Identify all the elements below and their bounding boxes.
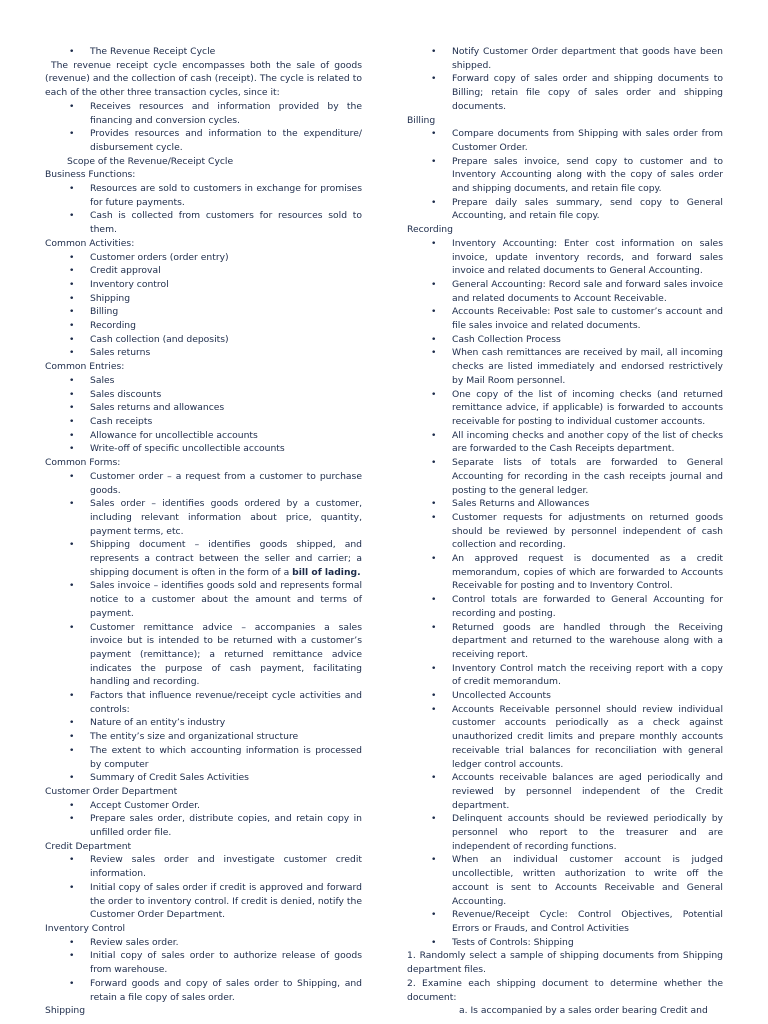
business-function-item: • Resources are sold to customers in exchange for promises for future payments. <box>45 182 362 209</box>
billing-heading: Billing <box>407 114 436 126</box>
activity-item: • Credit approval <box>45 264 362 278</box>
entry-item: • Cash receipts <box>45 415 362 429</box>
bullet-text: The Revenue Receipt Cycle <box>90 46 216 57</box>
inventory-control-item: • Initial copy of sales order to authorize release of goods from warehouse. <box>45 949 362 976</box>
shipping-doc-text: Shipping document – identifies goods shipped, and represents a contract between the seller and carrier; a shipping document is often in the form of a <box>90 539 362 578</box>
recording-item: • Accounts Receivable: Post sale to customer’s account and file sales invoice and related documents. <box>407 305 723 332</box>
factor-extent: • The extent to which accounting information is processed by computer <box>45 744 362 771</box>
recording-item: • Accounts receivable balances are aged periodically and reviewed by personnel independent of the Credit department. <box>407 771 723 812</box>
recording-item: • One copy of the list of incoming checks (and returned remittance advice, if applicable) is forwarded to accounts receivable for posting to individual customer accounts. <box>407 388 723 429</box>
inventory-control-item: • Forward goods and copy of sales order to Shipping, and retain a file copy of sales order. <box>45 977 362 1004</box>
bill-of-lading-term: bill of lading. <box>292 566 361 578</box>
business-function-item: • Cash is collected from customers for resources sold to them. <box>45 209 362 236</box>
recording-item: • Delinquent accounts should be reviewed periodically by personnel who report to the treasurer and are independent of recording functions. <box>407 812 723 853</box>
recording-heading: Recording <box>407 224 453 236</box>
sub-step-a: a. Is accompanied by a sales order bearing Credit and <box>459 1005 708 1017</box>
recording-item: • Customer requests for adjustments on returned goods should be reviewed by personnel independent of cash collection and recording. <box>407 511 723 552</box>
form-remittance-advice: • Customer remittance advice – accompanies a sales invoice but is intended to be returned with a customer’s payment (remittance); a returned remittance advice indicates the purpose of cash payment, facilitating handling and recording. <box>45 621 362 690</box>
customer-order-dept-item: • Prepare sales order, distribute copies, and retain copy in unfilled order file. <box>45 812 362 839</box>
form-shipping-document <box>45 538 362 579</box>
intro-paragraph: The revenue receipt cycle encompasses both the sale of goods (revenue) and the collection of cash (receipt). The cycle is related to each of the other three transaction cycles, since it: <box>45 59 362 99</box>
recording-item: • Tests of Controls: Shipping <box>407 936 723 950</box>
recording-item: • When an individual customer account is judged uncollectible, written authorization to write off the account is sent to Accounts Receivable and General Accounting. <box>407 853 723 908</box>
form-customer-order: • Customer order – a request from a customer to purchase goods. <box>45 470 362 497</box>
billing-item: • Prepare daily sales summary, send copy to General Accounting, and retain file copy. <box>407 196 723 223</box>
factors-item: • Factors that influence revenue/receipt cycle activities and controls: <box>45 689 362 716</box>
shipping-item: • Notify Customer Order department that goods have been shipped. <box>407 45 723 72</box>
right-column <box>407 45 723 1018</box>
recording-item: • Cash Collection Process <box>407 333 723 347</box>
scope-heading: Scope of the Revenue/Receipt Cycle <box>67 155 234 167</box>
common-activities-heading: Common Activities: <box>45 237 135 249</box>
customer-order-dept-heading: Customer Order Department <box>45 785 178 797</box>
activity-item: • Recording <box>45 319 362 333</box>
shipping-heading: Shipping <box>45 1005 86 1017</box>
activity-item: • Billing <box>45 305 362 319</box>
recording-item: • Returned goods are handled through the Receiving department and returned to the warehouse along with a receiving report. <box>407 621 723 662</box>
recording-item: • An approved request is documented as a credit memorandum, copies of which are forwarded to Accounts Receivable for posting and to Inventory Control. <box>407 552 723 593</box>
summary-item: • Summary of Credit Sales Activities <box>45 771 362 785</box>
numbered-step-1: 1. Randomly select a sample of shipping documents from Shipping department files. <box>407 950 723 976</box>
numbered-step-2: 2. Examine each shipping document to determine whether the document: <box>407 977 723 1003</box>
recording-item: • General Accounting: Record sale and forward sales invoice and related documents to Account Receivable. <box>407 278 723 305</box>
recording-item: • Sales Returns and Allowances <box>407 497 723 511</box>
billing-item: • Compare documents from Shipping with sales order from Customer Order. <box>407 127 723 154</box>
entry-item: • Sales returns and allowances <box>45 401 362 415</box>
recording-item: • Control totals are forwarded to General Accounting for recording and posting. <box>407 593 723 620</box>
recording-item: • Uncollected Accounts <box>407 689 723 703</box>
credit-dept-item: • Initial copy of sales order if credit is approved and forward the order to inventory control. If credit is denied, notify the Customer Order Department. <box>45 881 362 922</box>
recording-item: • Inventory Accounting: Enter cost information on sales invoice, update inventory records, and forward sales invoice and related documents to General Accounting. <box>407 237 723 278</box>
recording-item: • All incoming checks and another copy of the list of checks are forwarded to the Cash Receipts department. <box>407 429 723 456</box>
form-sales-invoice: • Sales invoice – identifies goods sold and represents formal notice to a customer about the amount and terms of payment. <box>45 579 362 620</box>
recording-item: • Accounts Receivable personnel should review individual customer accounts periodically as a check against unauthorized credit limits and prepare monthly accounts receivable trial balances for reconciliation with general ledger control accounts. <box>407 703 723 772</box>
common-forms-heading: Common Forms: <box>45 457 121 469</box>
entry-item: • Allowance for uncollectible accounts <box>45 429 362 443</box>
left-column <box>45 45 362 1018</box>
factor-size: • The entity’s size and organizational structure <box>45 730 362 744</box>
bullet-revenue-receipt-cycle <box>45 45 362 59</box>
form-sales-order: • Sales order – identifies goods ordered by a customer, including relevant information about price, quantity, payment terms, etc. <box>45 497 362 538</box>
activity-item: • Shipping <box>45 292 362 306</box>
activity-item: • Customer orders (order entry) <box>45 251 362 265</box>
factor-nature: • Nature of an entity’s industry <box>45 716 362 730</box>
billing-item: • Prepare sales invoice, send copy to customer and to Inventory Accounting along with the copy of sales order and shipping documents, and retain file copy. <box>407 155 723 196</box>
entry-item: • Write-off of specific uncollectible accounts <box>45 442 362 456</box>
customer-order-dept-item: • Accept Customer Order. <box>45 799 362 813</box>
intro-bullet-2: • Provides resources and information to the expenditure/ disbursement cycle. <box>45 127 362 154</box>
recording-item: • Inventory Control match the receiving report with a copy of credit memorandum. <box>407 662 723 689</box>
credit-dept-heading: Credit Department <box>45 840 132 852</box>
business-functions-heading: Business Functions: <box>45 169 136 181</box>
entry-item: • Sales <box>45 374 362 388</box>
intro-bullet-1: • Receives resources and information provided by the financing and conversion cycles. <box>45 100 362 127</box>
inventory-control-item: • Review sales order. <box>45 936 362 950</box>
activity-item: • Inventory control <box>45 278 362 292</box>
recording-item: • Revenue/Receipt Cycle: Control Objectives, Potential Errors or Frauds, and Control Activities <box>407 908 723 935</box>
recording-item: • When cash remittances are received by mail, all incoming checks are listed immediately and endorsed restrictively by Mail Room personnel. <box>407 346 723 387</box>
recording-item: • Separate lists of totals are forwarded to General Accounting for recording in the cash receipts journal and posting to the general ledger. <box>407 456 723 497</box>
activity-item: • Sales returns <box>45 346 362 360</box>
common-entries-heading: Common Entries: <box>45 361 125 373</box>
entry-item: • Sales discounts <box>45 388 362 402</box>
inventory-control-heading: Inventory Control <box>45 923 126 934</box>
activity-item: • Cash collection (and deposits) <box>45 333 362 347</box>
shipping-item: • Forward copy of sales order and shipping documents to Billing; retain file copy of sales order and shipping documents. <box>407 72 723 113</box>
credit-dept-item: • Review sales order and investigate customer credit information. <box>45 853 362 880</box>
